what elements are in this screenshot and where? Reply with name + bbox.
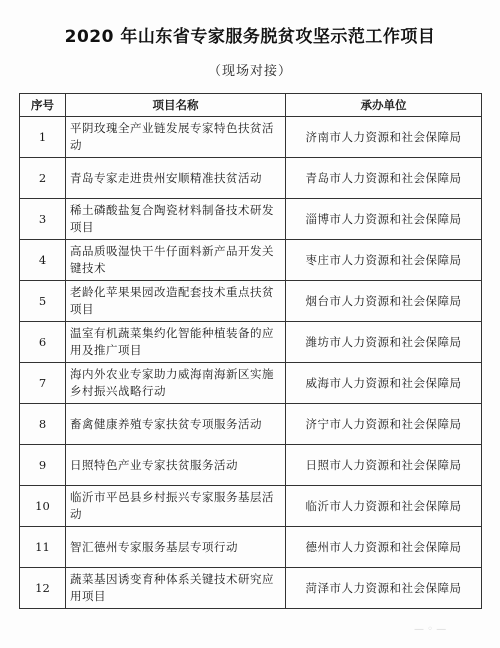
row-organizer: 日照市人力资源和社会保障局 (286, 445, 482, 486)
row-index: 7 (20, 363, 66, 404)
row-index: 12 (20, 568, 66, 609)
row-index: 8 (20, 404, 66, 445)
header-organizer: 承办单位 (286, 94, 482, 117)
table-row (20, 158, 482, 199)
row-project-name: 稀土磷酸盐复合陶瓷材料制备技术研发项目 (66, 199, 286, 240)
row-organizer: 威海市人力资源和社会保障局 (286, 363, 482, 404)
table-row (20, 445, 482, 486)
row-project-name: 海内外农业专家助力威海南海新区实施乡村振兴战略行动 (66, 363, 286, 404)
table-row (20, 199, 482, 240)
row-project-name: 智汇德州专家服务基层专项行动 (66, 527, 286, 568)
row-project-name: 老龄化苹果果园改造配套技术重点扶贫项目 (66, 281, 286, 322)
row-organizer: 烟台市人力资源和社会保障局 (286, 281, 482, 322)
table-row (20, 527, 482, 568)
row-index: 5 (20, 281, 66, 322)
row-organizer: 淄博市人力资源和社会保障局 (286, 199, 482, 240)
table-row (20, 568, 482, 609)
table-row (20, 486, 482, 527)
row-organizer: 菏泽市人力资源和社会保障局 (286, 568, 482, 609)
row-index: 2 (20, 158, 66, 199)
row-project-name: 平阴玫瑰全产业链发展专家特色扶贫活动 (66, 117, 286, 158)
header-project-name: 项目名称 (66, 94, 286, 117)
table-row (20, 240, 482, 281)
projects-table (19, 93, 482, 609)
row-organizer: 济宁市人力资源和社会保障局 (286, 404, 482, 445)
row-organizer: 济南市人力资源和社会保障局 (286, 117, 482, 158)
table-row (20, 363, 482, 404)
table-row (20, 117, 482, 158)
row-index: 6 (20, 322, 66, 363)
row-project-name: 临沂市平邑县乡村振兴专家服务基层活动 (66, 486, 286, 527)
row-organizer: 枣庄市人力资源和社会保障局 (286, 240, 482, 281)
row-organizer: 德州市人力资源和社会保障局 (286, 527, 482, 568)
table-row (20, 322, 482, 363)
row-project-name: 青岛专家走进贵州安顺精准扶贫活动 (66, 158, 286, 199)
document-title: 2020 年山东省专家服务脱贫攻坚示范工作项目 (64, 27, 436, 47)
row-organizer: 临沂市人力资源和社会保障局 (286, 486, 482, 527)
row-index: 4 (20, 240, 66, 281)
row-index: 1 (20, 117, 66, 158)
row-index: 3 (20, 199, 66, 240)
row-organizer: 潍坊市人力资源和社会保障局 (286, 322, 482, 363)
row-index: 11 (20, 527, 66, 568)
watermark-logo: — ◦ — (414, 624, 447, 635)
table-row (20, 404, 482, 445)
table-row (20, 281, 482, 322)
table-header-row (20, 94, 482, 117)
row-index: 9 (20, 445, 66, 486)
header-index: 序号 (20, 94, 66, 117)
row-project-name: 畜禽健康养殖专家扶贫专项服务活动 (66, 404, 286, 445)
row-index: 10 (20, 486, 66, 527)
row-project-name: 温室有机蔬菜集约化智能种植装备的应用及推广项目 (66, 322, 286, 363)
document-subtitle: （现场对接） (207, 64, 292, 79)
row-project-name: 日照特色产业专家扶贫服务活动 (66, 445, 286, 486)
row-project-name: 高品质吸湿快干牛仔面料新产品开发关键技术 (66, 240, 286, 281)
row-project-name: 蔬菜基因诱变育种体系关键技术研究应用项目 (66, 568, 286, 609)
row-organizer: 青岛市人力资源和社会保障局 (286, 158, 482, 199)
